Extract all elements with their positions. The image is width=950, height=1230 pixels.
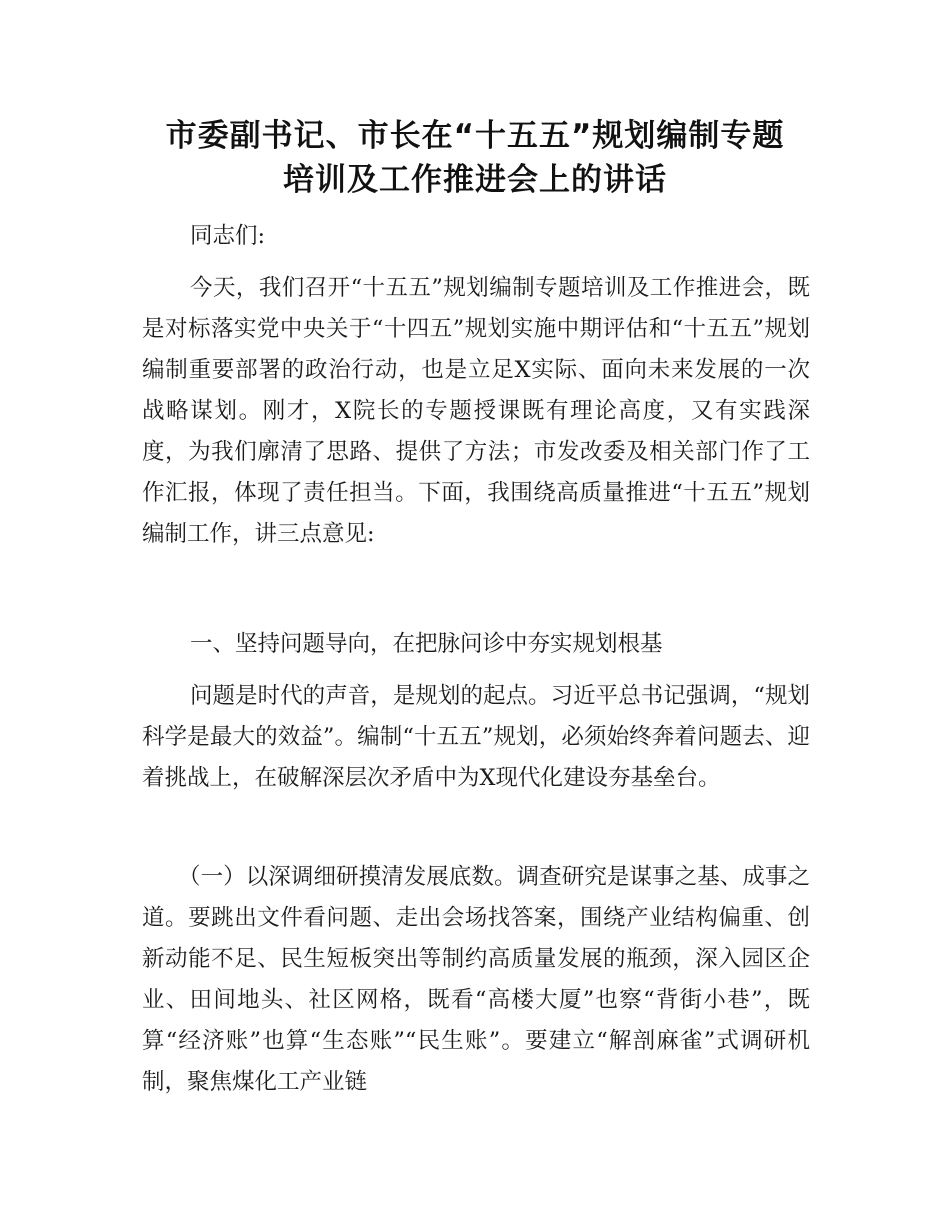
- paragraph-intro: 今天，我们召开“十五五”规划编制专题培训及工作推进会，既是对标落实党中央关于“十四五”规划实施中期评估和“十五五”规划编制重要部署的政治行动，也是立足X实际、面向未来发展的一次战略谋划。刚才，X院长的专题授课既有理论高度，又有实践深度，为我们廓清了思路、提供了方法；市发改委及相关部门作了工作汇报，体现了责任担当。下面，我围绕高质量推进“十五五”规划编制工作，讲三点意见:: [142, 275, 810, 547]
- section-heading-1: 一、坚持问题导向，在把脉问诊中夯实规划根基: [190, 631, 663, 657]
- paragraph-section-1: 问题是时代的声音，是规划的起点。习近平总书记强调，“规划科学是最大的效益”。编制“十五五”规划，必须始终奔着问题去、迎着挑战上，在破解深层次矛盾中为X现代化建设夯基垒台。: [142, 683, 810, 791]
- document-title-line-1: 市委副书记、市长在“十五五”规划编制专题: [165, 118, 785, 154]
- paragraph-subsection-1: （一）以深调细研摸清发展底数。调查研究是谋事之基、成事之道。要跳出文件看问题、走出会场找答案，围绕产业结构偏重、创新动能不足、民生短板突出等制约高质量发展的瓶颈，深入园区企业、田间地头、社区网格，既看“高楼大厦”也察“背街小巷”，既算“经济账”也算“生态账”“民生账”。要建立“解剖麻雀”式调研机制，聚焦煤化工产业链: [142, 864, 810, 1095]
- document-title-line-2: 培训及工作推进会上的讲话: [283, 162, 667, 198]
- greeting: 同志们:: [190, 223, 266, 249]
